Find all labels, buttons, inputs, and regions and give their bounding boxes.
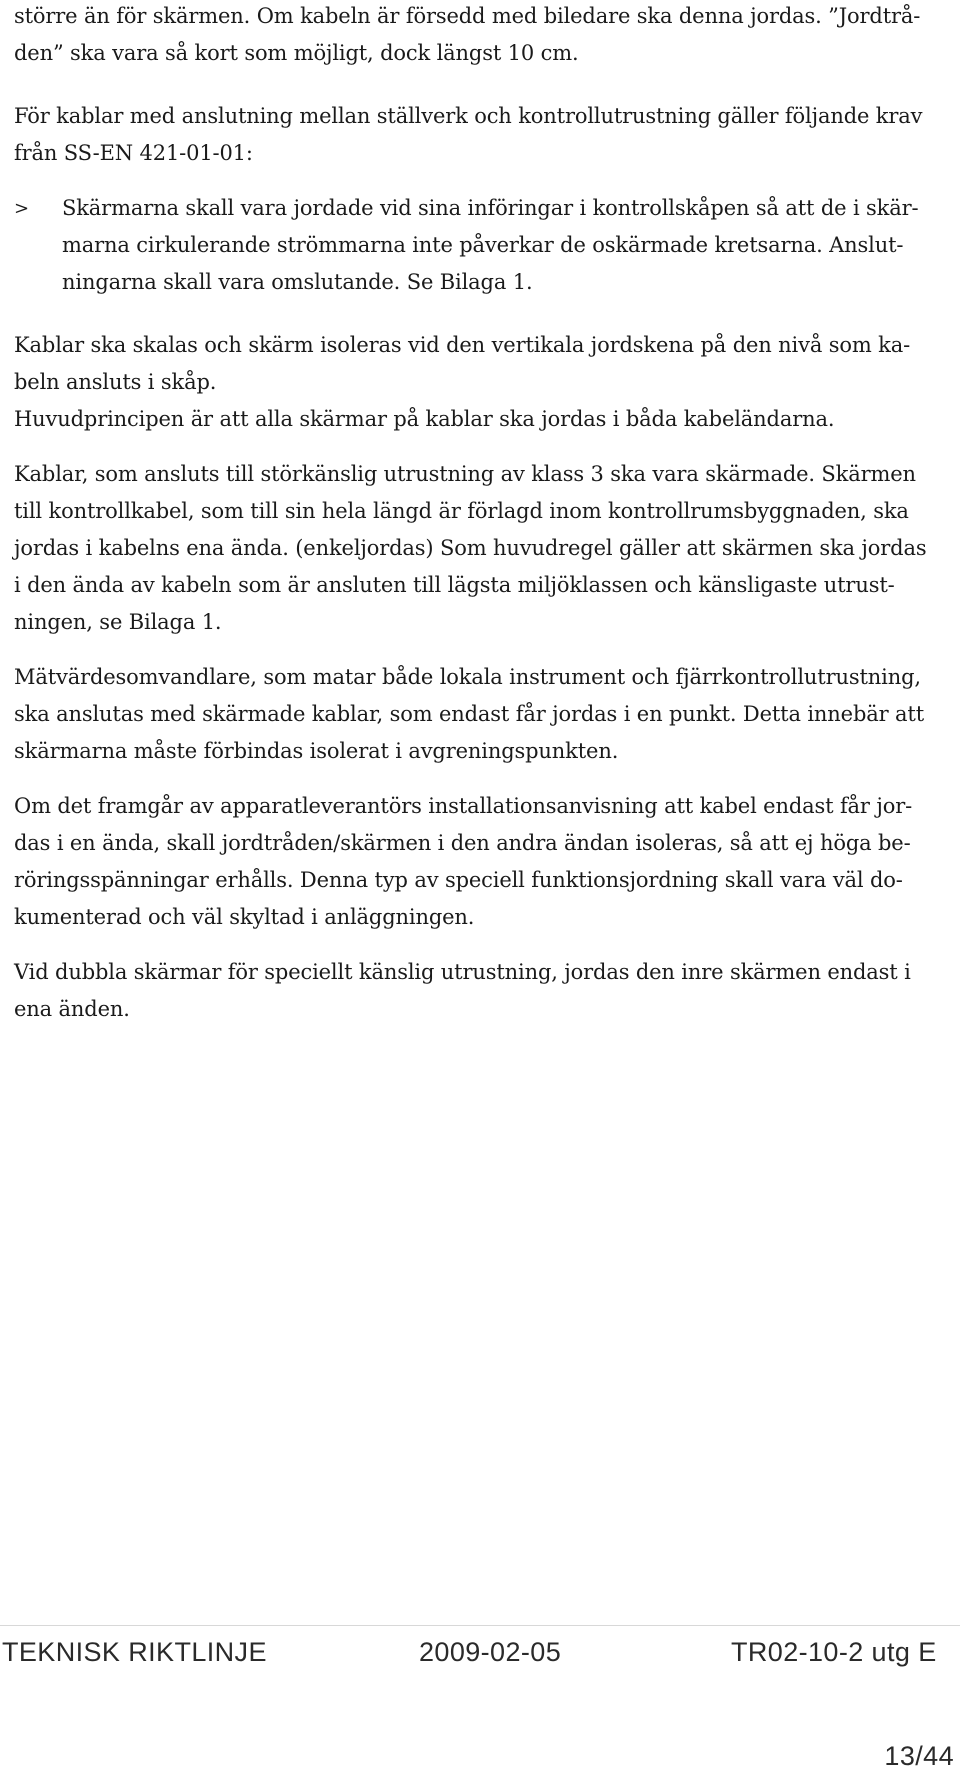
- text-line: Huvudprincipen är att alla skärmar på kablar ska jordas i båda kabeländarna.: [14, 407, 835, 431]
- text-line: För kablar med anslutning mellan ställverk och kontrollutrustning gäller följande krav: [14, 104, 923, 128]
- text-line: Kablar, som ansluts till störkänslig utrustning av klass 3 ska vara skärmade. Skärmen: [14, 462, 916, 486]
- text-line: Om det framgår av apparatleverantörs installationsanvisning att kabel endast får jor-: [14, 794, 913, 818]
- paragraph-double-shields: [14, 954, 948, 1028]
- text-line: i den ända av kabeln som är ansluten till lägsta miljöklassen och känsligaste utrust-: [14, 573, 895, 597]
- text-line: Mätvärdesomvandlare, som matar både lokala instrument och fjärrkontrollutrustning,: [14, 665, 921, 689]
- text-line: ska anslutas med skärmade kablar, som endast får jordas i en punkt. Detta innebär att: [14, 702, 924, 726]
- bullet-marker: >: [14, 198, 29, 219]
- text-line: den” ska vara så kort som möjligt, dock längst 10 cm.: [14, 41, 579, 65]
- paragraph-main-principle: [14, 401, 948, 438]
- text-line: skärmarna måste förbindas isolerat i avgreningspunkten.: [14, 739, 619, 763]
- text-line: jordas i kabelns ena ända. (enkeljordas) Som huvudregel gäller att skärmen ska jordas: [14, 536, 927, 560]
- text-line: Kablar ska skalas och skärm isoleras vid den vertikala jordskena på den nivå som ka-: [14, 333, 911, 357]
- paragraph-class-3-cables: [14, 456, 948, 641]
- text-line: kumenterad och väl skyltad i anläggningen.: [14, 905, 475, 929]
- paragraph-cable-stripping: [14, 327, 948, 401]
- bullet-text: [62, 190, 948, 301]
- page-footer: [0, 1625, 960, 1772]
- text-line: das i en ända, skall jordtråden/skärmen i den andra ändan isoleras, så att ej höga be-: [14, 831, 911, 855]
- text-line: beln ansluts i skåp.: [14, 370, 217, 394]
- document-body: [14, 0, 948, 1028]
- text-line: till kontrollkabel, som till sin hela längd är förlagd inom kontrollrumsbyggnaden, ska: [14, 499, 909, 523]
- text-line: Vid dubbla skärmar för speciellt känslig utrustning, jordas den inre skärmen endast i: [14, 960, 911, 984]
- bullet-item-shield-grounding: [14, 190, 948, 301]
- text-line: Skärmarna skall vara jordade vid sina införingar i kontrollskåpen så att de i skär-: [62, 196, 919, 220]
- footer-divider: [0, 1625, 960, 1626]
- paragraph-ss-en-requirement: [14, 98, 948, 172]
- text-line: från SS-EN 421-01-01:: [14, 141, 253, 165]
- footer-date: 2009-02-05: [419, 1637, 562, 1667]
- paragraph-transducers: [14, 659, 948, 770]
- text-line: större än för skärmen. Om kabeln är försedd med biledare ska denna jordas. ”Jordtrå-: [14, 4, 921, 28]
- text-line: ena änden.: [14, 997, 130, 1021]
- paragraph-shield-grounding-intro: [14, 0, 948, 72]
- text-line: ningarna skall vara omslutande. Se Bilaga 1.: [62, 270, 533, 294]
- paragraph-supplier-instructions: [14, 788, 948, 936]
- text-line: marna cirkulerande strömmarna inte påverkar de oskärmade kretsarna. Anslut-: [62, 233, 904, 257]
- text-line: ningen, se Bilaga 1.: [14, 610, 222, 634]
- text-line: röringsspänningar erhålls. Denna typ av speciell funktionsjordning skall vara väl do-: [14, 868, 903, 892]
- page-number: 13/44: [884, 1741, 954, 1771]
- footer-doc-id: TR02-10-2 utg E: [731, 1637, 937, 1667]
- footer-doc-type: TEKNISK RIKTLINJE: [2, 1637, 267, 1667]
